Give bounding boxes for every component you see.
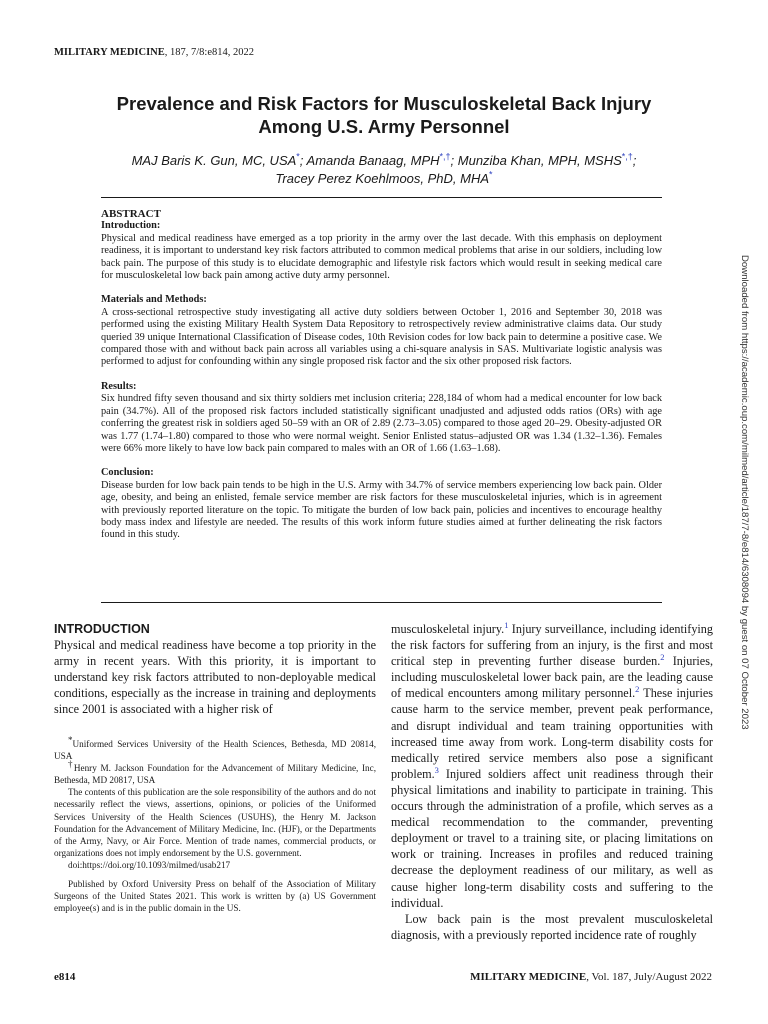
abstract-intro-text: Physical and medical readiness have emerged as a top priority in the army over the last decade. With this emphasis on deployment readiness, it is important to understand key risk factors attributed to common medical problems that arise in our soldiers, including low back pain. The purpose of this study is to elucidate demographic and lifestyle risk factors which would result in seeking medical care for musculoskeletal low back pain among active duty army personnel.	[101, 232, 662, 282]
introduction-paragraph-1: Physical and medical readiness have become a top priority in the army in recent years. With this priority, it is important to understand key risk factors attributed to non-deployable medical conditions, especially as the increase in training and deployments since 2001 is associated with a higher risk of	[54, 638, 376, 717]
footnote-1-mark: *	[68, 734, 73, 745]
footnote-affil-1: *Uniformed Services University of the Health Sciences, Bethesda, MD 20814, USA	[54, 734, 376, 762]
footnote-published: Published by Oxford University Press on behalf of the Association of Military Surgeons of the United States 2021. This work is written by (a) US Government employee(s) and is in the public domain in the US.	[54, 879, 376, 914]
abstract-methods-heading: Materials and Methods:	[101, 294, 207, 306]
author-1-affil[interactable]: *	[296, 151, 300, 162]
author-4-affil[interactable]: *	[489, 169, 493, 180]
reference-3-link[interactable]: 3	[434, 764, 439, 775]
abstract-conclusion	[101, 467, 662, 541]
right-column	[391, 621, 713, 943]
citation: , 187, 7/8:e814, 2022	[164, 47, 255, 58]
journal-name: MILITARY MEDICINE	[54, 47, 165, 58]
author-line-1	[60, 152, 708, 170]
left-column	[54, 621, 376, 717]
abstract-results-text: Six hundred fifty seven thousand and six thirty soldiers met inclusion criteria; 228,184 of whom had a medical encounter for low back pain (34.7%). All of the proposed risk factors included statistically significant unadjusted and adjusted odds ratios (ORs) with age conferring the greatest risk in soldiers aged 50–59 with an OR of 2.89 (2.73–3.05) compared to those aged 20–29. Obesity-adjusted OR was 1.77 (1.74–1.80) compared to those who were normal weight. Senior Enlisted status–adjusted OR was 1.34 (1.32–1.36). Females were 66% more likely to have low back pain compared to males with an OR of 1.66 (1.63–1.68).	[101, 393, 662, 454]
author-line-2	[60, 170, 708, 188]
author-2-affil[interactable]: *,†	[439, 151, 451, 162]
introduction-paragraph-2: musculoskeletal injury.$^1$ Injury surveillance, including identifying the risk factors for suffering from an injury, is the first and most critical step in preventing further disease burden.$^2$ Injuries, including musculoskeletal lower back pain, are the leading cause of medical encounters among military personnel.$^2$ These injuries cause harm to the service member, prevent peak performance, and disrupt individual and team training opportunities with increased time away from work. Long-term disability costs for medically retired service members also pose a significant problem.$^3$ Injured soldiers affect unit readiness through their physical limitations and inability to participate in training. This occurs through the administration of a profile, which serves as a medical recommendation to the commander, preventing deployment or travel to a training site, or placing limitations on work or training. Increases in profiles and reduced training decrease the deployment readiness of our military, as well as cause higher long-term disability costs and suffering to the individual.	[391, 619, 714, 910]
author-4: Tracey Perez Koehlmoos, PhD, MHA	[275, 170, 490, 186]
author-list	[60, 152, 708, 187]
download-watermark	[737, 255, 753, 955]
abstract-results	[101, 381, 662, 455]
reference-2-link[interactable]: 2	[635, 684, 640, 695]
title-line-1: Prevalence and Risk Factors for Musculoskeletal Back Injury	[116, 93, 652, 114]
abstract	[101, 208, 662, 542]
reference-2-link[interactable]: 2	[660, 652, 665, 663]
abstract-label: ABSTRACT	[101, 208, 161, 220]
author-3: ; Munziba Khan, MPH, MSHS	[450, 153, 622, 168]
footnote-doi[interactable]: doi:https://doi.org/10.1093/milmed/usab217	[68, 859, 231, 870]
introduction-heading: INTRODUCTION	[54, 622, 150, 636]
running-footer	[470, 971, 712, 983]
author-1: MAJ Baris K. Gun, MC, USA	[131, 153, 297, 168]
abstract-methods-text: A cross-sectional retrospective study investigating all active duty soldiers between October 1, 2016 and September 30, 2018 was performed using the existing Military Health System Data Repository to retrospectively review administrative claims data. Our study queried 39 unique International Classification of Disease codes, 10th Revision codes for low back pain to determine a positive case. We compared those with and without back pain across all variables using a chi-square analysis in SAS. Multivariate logistic analysis was performed to adjust for confounding within any single proposed risk factor and the six other proposed risk factors.	[101, 306, 662, 368]
author-3-affil[interactable]: *,†	[621, 151, 633, 162]
abstract-conclusion-text: Disease burden for low back pain tends to be high in the U.S. Army with 34.7% of service members experiencing low back pain. Older age, obesity, and being an enlisted, female service member are risk factors for these musculoskeletal injuries, which is in agreement with previously reported literature on the topic. To mitigate the burden of low back pain, policies and incentives to encourage healthy body mass index and lifestyle are needed. The results of this work inform future studies aimed at further delineating the risk factors found in this study.	[101, 479, 662, 541]
abstract-results-heading: Results:	[101, 380, 137, 392]
footnote-affil-2: †Henry M. Jackson Foundation for the Advancement of Military Medicine, Inc, Bethesda, MD 20817, USA	[54, 759, 376, 786]
abstract-intro-heading: Introduction:	[101, 220, 161, 232]
author-3-end: ;	[632, 153, 637, 168]
footer-issue: , Vol. 187, July/August 2022	[586, 971, 712, 983]
download-note[interactable]: Downloaded from https://academic.oup.com/milmed/article/187/7-8/e814/6308094 by guest on 07 October 2023	[739, 255, 750, 730]
reference-1-link[interactable]: 1	[504, 619, 509, 630]
running-header	[54, 47, 254, 58]
abstract-top-rule	[101, 197, 662, 198]
article-title	[60, 92, 708, 138]
abstract-methods	[101, 294, 662, 368]
footnotes	[54, 734, 376, 914]
footnote-2-mark: †	[68, 759, 74, 770]
title-line-2: Among U.S. Army Personnel	[258, 116, 510, 137]
page-number: e814	[54, 971, 76, 983]
abstract-conclusion-heading: Conclusion:	[101, 467, 154, 479]
author-2: ; Amanda Banaag, MPH	[299, 153, 440, 168]
introduction-paragraph-3: Low back pain is the most prevalent musculoskeletal diagnosis, with a previously reported incidence rate of roughly	[391, 911, 713, 942]
abstract-bottom-rule	[101, 602, 662, 603]
footnote-disclaimer: The contents of this publication are the sole responsibility of the authors and do not necessarily reflect the views, assertions, opinions, or policies of the Uniformed Services University of the Health Sciences (USUHS), the Henry M. Jackson Foundation for the Advancement of Military Medicine, Inc. (HJF), or the Departments of the Army, Navy, or Air Force. Mention of trade names, commercial products, or organizations does not imply endorsement by the U.S. government.	[54, 787, 376, 858]
footer-journal: MILITARY MEDICINE	[470, 971, 587, 983]
abstract-introduction	[101, 220, 662, 282]
